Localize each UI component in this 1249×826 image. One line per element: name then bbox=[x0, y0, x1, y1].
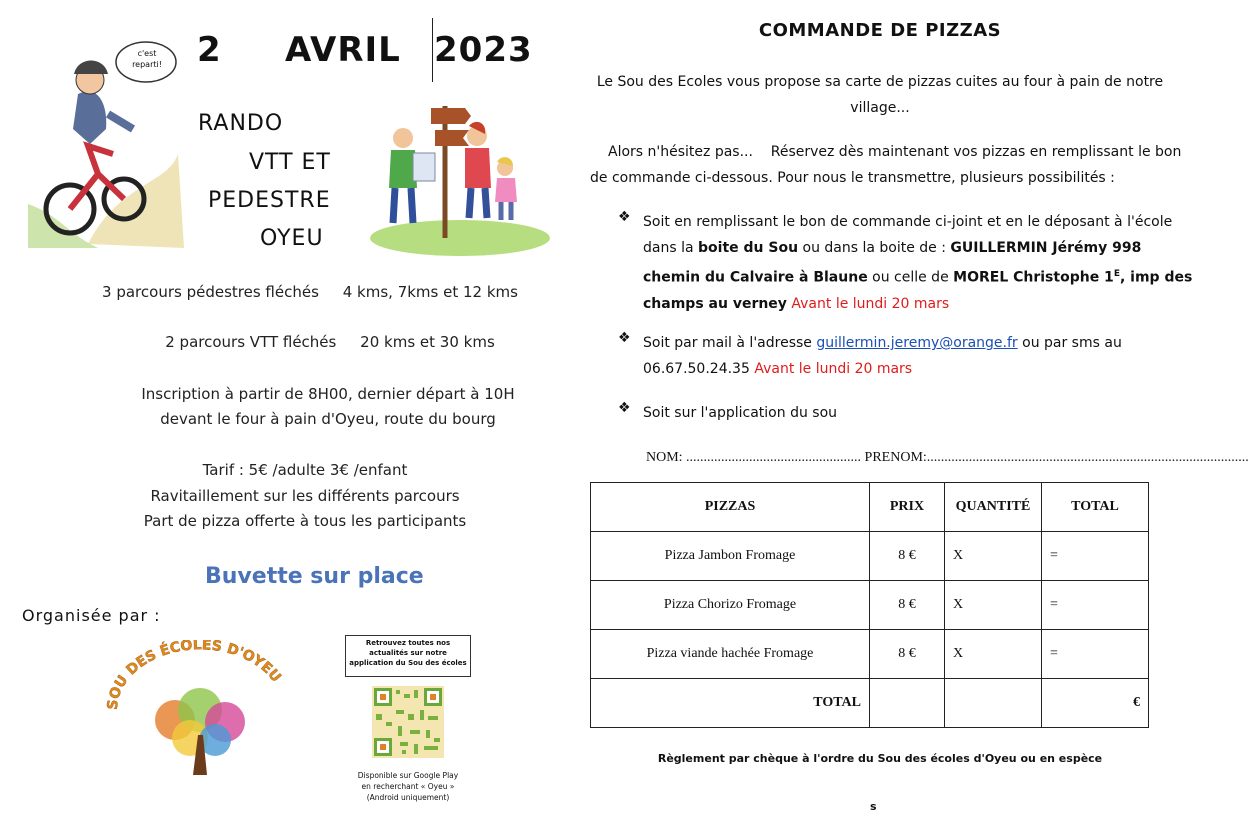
pizza-name: Pizza Chorizo Fromage bbox=[591, 581, 870, 630]
option-line: chemin du Calvaire à Blaune ou celle de MOREL Christophe $1^E$, imp des bbox=[643, 269, 1193, 286]
qr-caption-line: Disponible sur Google Play bbox=[357, 771, 459, 780]
pizza-name: Pizza viande hachée Fromage bbox=[591, 630, 870, 679]
intro-line: Le Sou des Ecoles vous propose sa carte de pizzas cuites au four à pain de notre bbox=[596, 74, 1164, 90]
intro-text bbox=[590, 69, 1170, 121]
quantity-cell[interactable]: X bbox=[945, 630, 1042, 679]
instructions-line: Alors n'hésitez pas... Réservez dès maintenant vos pizzas en remplissant le bon bbox=[608, 144, 1182, 160]
line-total-cell[interactable]: = bbox=[1042, 532, 1149, 581]
bubble-line: c'est bbox=[137, 49, 157, 58]
rando-title-line: OYEU bbox=[260, 226, 324, 251]
qr-caption-line: en recherchant « Oyeu » bbox=[361, 782, 455, 791]
rando-title-line: PEDESTRE bbox=[208, 188, 331, 213]
table-row bbox=[591, 581, 1149, 630]
option-app: Soit sur l'application du sou bbox=[643, 405, 838, 421]
option-dropoff bbox=[643, 209, 1193, 317]
app-box-line: actualités sur notre bbox=[369, 649, 447, 657]
total-empty-cell bbox=[870, 679, 945, 728]
hikers-illustration bbox=[365, 98, 555, 258]
pedestrian-routes: 3 parcours pédestres fléchés 4 kms, 7kms et 12 kms bbox=[102, 283, 518, 301]
qr-caption bbox=[340, 770, 476, 803]
quantity-cell[interactable]: X bbox=[945, 532, 1042, 581]
header-quantity: QUANTITÉ bbox=[945, 483, 1042, 532]
pizza-price: 8 € bbox=[870, 581, 945, 630]
text-cursor bbox=[432, 18, 433, 82]
line-total-cell[interactable]: = bbox=[1042, 581, 1149, 630]
table-total-row bbox=[591, 679, 1149, 728]
pizza-offer: Part de pizza offerte à tous les participants bbox=[143, 512, 467, 530]
instructions-line: de commande ci-dessous. Pour nous le transmettre, plusieurs possibilités : bbox=[590, 170, 1115, 186]
event-day: 2 bbox=[197, 30, 222, 70]
buvette-heading: Buvette sur place bbox=[205, 564, 424, 589]
diamond-bullet-icon: ❖ bbox=[618, 330, 631, 346]
instructions-text bbox=[590, 139, 1182, 191]
deadline-text: Avant le lundi 20 mars bbox=[786, 295, 950, 312]
svg-text:SOU DES ÉCOLES D'OYEU: SOU DES ÉCOLES D'OYEU bbox=[105, 640, 284, 711]
app-box-line: application du Sou des écoles bbox=[349, 659, 467, 667]
option-line bbox=[643, 356, 1153, 382]
email-link[interactable]: guillermin.jeremy@orange.fr bbox=[816, 335, 1018, 351]
qr-caption-line: (Android uniquement) bbox=[366, 793, 450, 802]
bubble-line: reparti! bbox=[132, 60, 162, 69]
table-row bbox=[591, 630, 1149, 679]
header-pizzas: PIZZAS bbox=[591, 483, 870, 532]
grand-total-cell[interactable]: € bbox=[1042, 679, 1149, 728]
pizza-price: 8 € bbox=[870, 630, 945, 679]
option-line: Soit en remplissant le bon de commande ci-joint et en le déposant à l'école bbox=[643, 214, 1173, 230]
option-line: champs au verney Avant le lundi 20 mars bbox=[643, 295, 950, 312]
order-table bbox=[590, 482, 1149, 728]
organised-by-label: Organisée par : bbox=[22, 606, 161, 625]
qr-code[interactable] bbox=[372, 686, 444, 758]
phone-number: 06.67.50.24.35 bbox=[643, 361, 750, 377]
header-total: TOTAL bbox=[1042, 483, 1149, 532]
registration-place: devant le four à pain d'Oyeu, route du bourg bbox=[160, 410, 496, 428]
mtb-routes: 2 parcours VTT fléchés 20 kms et 30 kms bbox=[165, 333, 495, 351]
pizza-name: Pizza Jambon Fromage bbox=[591, 532, 870, 581]
stray-mark: s bbox=[870, 800, 877, 813]
diamond-bullet-icon: ❖ bbox=[618, 400, 631, 416]
speech-bubble bbox=[120, 48, 174, 70]
quantity-cell[interactable]: X bbox=[945, 581, 1042, 630]
pizza-price: 8 € bbox=[870, 532, 945, 581]
table-header-row bbox=[591, 483, 1149, 532]
app-box-line: Retrouvez toutes nos bbox=[365, 639, 451, 647]
rando-title-line: VTT ET bbox=[249, 150, 331, 175]
total-label: TOTAL bbox=[591, 679, 870, 728]
diamond-bullet-icon: ❖ bbox=[618, 209, 631, 225]
event-year: 2023 bbox=[434, 30, 533, 70]
table-row bbox=[591, 532, 1149, 581]
total-empty-cell bbox=[945, 679, 1042, 728]
app-info-box bbox=[345, 635, 471, 677]
registration-time: Inscription à partir de 8H00, dernier départ à 10H bbox=[141, 385, 515, 403]
sou-des-ecoles-logo bbox=[105, 640, 295, 780]
deadline-text: Avant le lundi 20 mars bbox=[749, 361, 913, 377]
name-fields-line[interactable]: NOM: .................................................. PRENOM:............................................................................................ bbox=[646, 450, 1249, 465]
cyclist-illustration bbox=[28, 34, 184, 248]
option-line: Soit par mail à l'adresse guillermin.jeremy@orange.fr ou par sms au bbox=[643, 335, 1122, 351]
event-month: AVRIL bbox=[285, 30, 401, 70]
rando-title-line: RANDO bbox=[198, 111, 284, 136]
line-total-cell[interactable]: = bbox=[1042, 630, 1149, 679]
intro-line: village... bbox=[850, 100, 910, 116]
supplies-info: Ravitaillement sur les différents parcours bbox=[150, 487, 460, 505]
pricing: Tarif : 5€ /adulte 3€ /enfant bbox=[202, 461, 408, 479]
option-line: dans la boite du Sou ou dans la boite de : GUILLERMIN Jérémy 998 bbox=[643, 240, 1142, 256]
order-title: COMMANDE DE PIZZAS bbox=[758, 20, 1002, 41]
option-email bbox=[643, 330, 1153, 382]
payment-note: Règlement par chèque à l'ordre du Sou des écoles d'Oyeu ou en espèce bbox=[657, 752, 1103, 765]
header-price: PRIX bbox=[870, 483, 945, 532]
